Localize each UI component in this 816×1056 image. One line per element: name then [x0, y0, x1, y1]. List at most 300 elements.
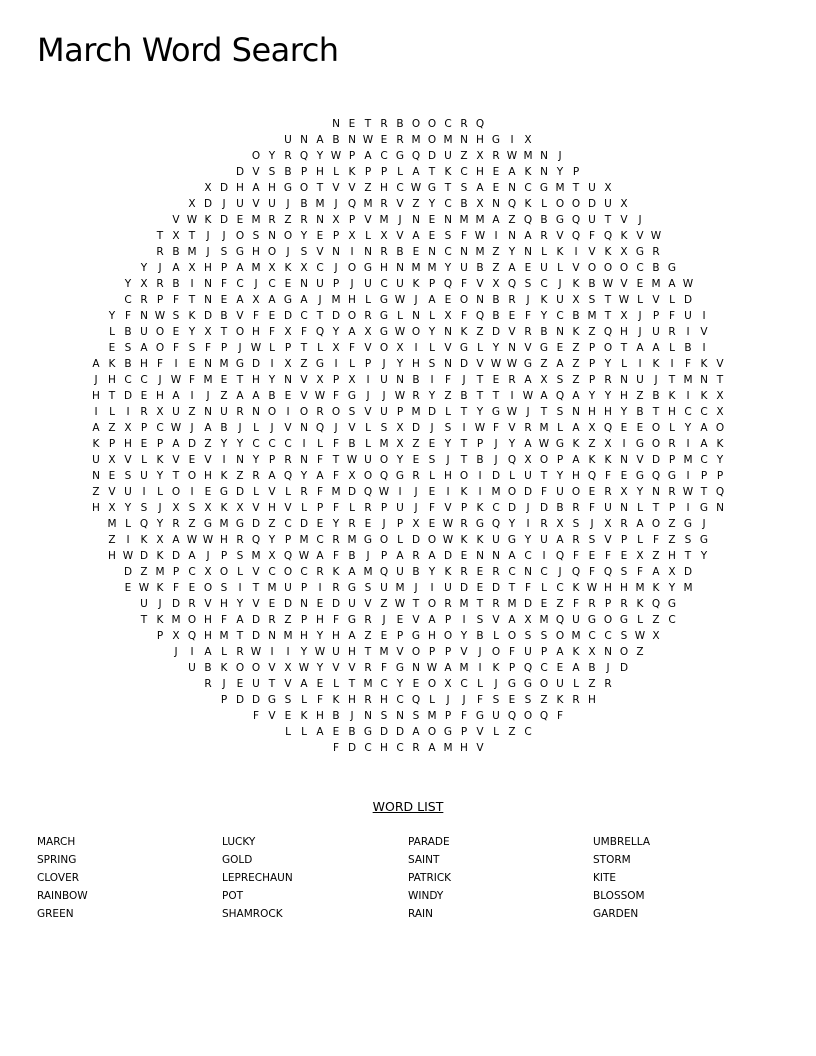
grid-letter: H: [92, 390, 100, 402]
grid-letter: J: [494, 678, 498, 690]
grid-letter: J: [478, 646, 482, 658]
grid-letter: C: [188, 566, 196, 578]
grid-letter: V: [556, 230, 564, 242]
grid-letter: W: [394, 294, 406, 306]
grid-letter: S: [252, 230, 260, 242]
grid-letter: K: [604, 454, 612, 466]
grid-letter: R: [348, 518, 356, 530]
grid-letter: G: [411, 630, 421, 642]
grid-letter: X: [140, 278, 148, 290]
grid-letter: L: [429, 694, 435, 706]
grid-letter: A: [540, 390, 548, 402]
grid-letter: Y: [124, 502, 132, 514]
grid-letter: Y: [668, 582, 676, 594]
grid-letter: G: [667, 598, 677, 610]
grid-letter: J: [638, 310, 642, 322]
grid-letter: X: [108, 454, 116, 466]
grid-letter: O: [507, 486, 517, 498]
grid-letter: Z: [108, 534, 116, 546]
grid-letter: Q: [299, 150, 309, 162]
grid-letter: I: [142, 486, 146, 498]
grid-letter: E: [428, 230, 436, 242]
grid-letter: Z: [540, 358, 548, 370]
grid-letter: Y: [332, 326, 340, 338]
grid-letter: X: [204, 182, 212, 194]
grid-letter: Z: [460, 150, 468, 162]
grid-letter: D: [235, 166, 245, 178]
grid-letter: U: [604, 502, 612, 514]
grid-letter: Z: [284, 614, 292, 626]
grid-letter: N: [492, 550, 500, 562]
grid-letter: E: [204, 486, 212, 498]
grid-letter: K: [204, 214, 212, 226]
grid-letter: T: [364, 646, 372, 658]
grid-letter: N: [300, 454, 308, 466]
grid-letter: D: [123, 566, 133, 578]
grid-letter: O: [187, 470, 197, 482]
grid-letter: P: [300, 614, 308, 626]
grid-letter: G: [699, 502, 709, 514]
grid-letter: K: [460, 486, 468, 498]
grid-letter: U: [380, 406, 388, 418]
grid-letter: N: [332, 246, 340, 258]
grid-letter: R: [572, 502, 580, 514]
grid-letter: M: [683, 454, 693, 466]
grid-letter: F: [508, 646, 516, 658]
grid-letter: V: [620, 278, 628, 290]
grid-letter: P: [572, 166, 580, 178]
grid-letter: J: [494, 454, 498, 466]
grid-letter: W: [506, 150, 518, 162]
grid-letter: F: [572, 598, 580, 610]
grid-letter: Z: [444, 390, 452, 402]
grid-letter: Y: [524, 534, 532, 546]
grid-letter: C: [252, 438, 260, 450]
word-list: [37, 835, 781, 925]
grid-letter: Z: [92, 486, 100, 498]
grid-letter: W: [410, 182, 422, 194]
grid-letter: L: [637, 294, 643, 306]
grid-letter: Y: [124, 278, 132, 290]
grid-letter: M: [363, 566, 373, 578]
grid-letter: U: [540, 262, 548, 274]
grid-letter: Z: [652, 614, 660, 626]
grid-letter: C: [668, 614, 676, 626]
grid-letter: B: [412, 374, 420, 386]
grid-letter: V: [364, 406, 372, 418]
grid-letter: X: [172, 502, 180, 514]
grid-letter: U: [604, 198, 612, 210]
grid-letter: O: [619, 262, 629, 274]
grid-letter: G: [203, 518, 213, 530]
grid-letter: G: [379, 326, 389, 338]
grid-letter: K: [348, 166, 356, 178]
grid-letter: O: [715, 422, 725, 434]
grid-letter: M: [299, 534, 309, 546]
grid-letter: H: [428, 630, 436, 642]
grid-letter: N: [396, 374, 404, 386]
grid-letter: V: [108, 486, 116, 498]
grid-letter: V: [604, 534, 612, 546]
grid-letter: W: [394, 326, 406, 338]
grid-letter: Q: [283, 550, 293, 562]
grid-letter: B: [476, 630, 484, 642]
grid-letter: S: [140, 502, 148, 514]
grid-letter: E: [140, 438, 148, 450]
grid-letter: P: [332, 278, 340, 290]
grid-letter: R: [380, 118, 388, 130]
word-item: STORM: [593, 854, 631, 866]
grid-letter: H: [316, 614, 324, 626]
grid-letter: I: [366, 374, 370, 386]
grid-letter: M: [523, 150, 533, 162]
grid-letter: T: [412, 598, 420, 610]
grid-letter: Y: [428, 198, 436, 210]
grid-letter: A: [348, 326, 356, 338]
grid-letter: X: [252, 294, 260, 306]
grid-letter: I: [686, 390, 690, 402]
grid-letter: I: [350, 246, 354, 258]
grid-letter: N: [92, 470, 100, 482]
grid-letter: Q: [363, 486, 373, 498]
grid-letter: R: [460, 118, 468, 130]
grid-letter: R: [460, 566, 468, 578]
grid-letter: T: [460, 454, 468, 466]
grid-letter: A: [172, 534, 180, 546]
grid-letter: U: [380, 582, 388, 594]
grid-letter: X: [620, 486, 628, 498]
grid-letter: N: [620, 454, 628, 466]
grid-letter: P: [588, 358, 596, 370]
grid-letter: E: [540, 598, 548, 610]
grid-letter: A: [188, 550, 196, 562]
grid-letter: P: [428, 646, 436, 658]
grid-letter: M: [683, 582, 693, 594]
grid-letter: Y: [300, 230, 308, 242]
grid-letter: J: [654, 374, 658, 386]
grid-letter: O: [459, 470, 469, 482]
grid-letter: D: [283, 598, 293, 610]
grid-letter: Y: [684, 422, 692, 434]
grid-letter: J: [414, 294, 418, 306]
grid-letter: U: [348, 598, 356, 610]
grid-letter: Q: [507, 710, 517, 722]
grid-letter: B: [220, 310, 228, 322]
grid-letter: O: [379, 534, 389, 546]
grid-letter: K: [524, 166, 532, 178]
grid-letter: F: [588, 502, 596, 514]
grid-letter: T: [604, 214, 612, 226]
grid-letter: O: [603, 342, 613, 354]
grid-letter: P: [428, 278, 436, 290]
grid-letter: B: [396, 246, 404, 258]
grid-letter: P: [268, 454, 276, 466]
grid-letter: P: [284, 342, 292, 354]
grid-letter: N: [524, 246, 532, 258]
grid-letter: H: [92, 502, 100, 514]
grid-letter: E: [636, 422, 644, 434]
grid-letter: G: [587, 614, 597, 626]
grid-letter: Q: [443, 278, 453, 290]
grid-letter: A: [204, 422, 212, 434]
grid-letter: L: [269, 342, 275, 354]
grid-letter: U: [460, 262, 468, 274]
grid-letter: X: [716, 390, 724, 402]
grid-letter: M: [587, 310, 597, 322]
grid-letter: P: [108, 438, 116, 450]
grid-letter: C: [380, 278, 388, 290]
grid-letter: R: [492, 150, 500, 162]
grid-letter: F: [684, 358, 692, 370]
grid-letter: Y: [508, 438, 516, 450]
grid-letter: F: [332, 502, 340, 514]
grid-letter: C: [396, 742, 404, 754]
grid-letter: H: [604, 406, 612, 418]
grid-letter: J: [590, 518, 594, 530]
grid-letter: J: [318, 294, 322, 306]
grid-letter: R: [604, 486, 612, 498]
grid-letter: S: [492, 694, 500, 706]
grid-letter: D: [683, 566, 693, 578]
grid-letter: X: [188, 198, 196, 210]
grid-letter: B: [492, 310, 500, 322]
grid-letter: K: [476, 502, 484, 514]
grid-letter: W: [346, 454, 358, 466]
grid-letter: A: [444, 662, 452, 674]
grid-letter: Z: [108, 422, 116, 434]
grid-letter: J: [190, 422, 194, 434]
grid-letter: X: [668, 566, 676, 578]
grid-letter: L: [125, 518, 131, 530]
grid-letter: O: [603, 262, 613, 274]
grid-letter: J: [254, 278, 258, 290]
grid-letter: L: [317, 342, 323, 354]
grid-letter: R: [140, 294, 148, 306]
grid-letter: R: [396, 134, 404, 146]
word-item: RAIN: [408, 908, 434, 920]
grid-letter: G: [347, 582, 357, 594]
grid-letter: X: [204, 326, 212, 338]
grid-letter: S: [556, 374, 564, 386]
grid-letter: F: [188, 374, 196, 386]
grid-letter: Y: [540, 310, 548, 322]
grid-letter: C: [700, 406, 708, 418]
grid-letter: I: [446, 486, 450, 498]
grid-letter: M: [427, 262, 437, 274]
grid-letter: X: [412, 518, 420, 530]
grid-letter: V: [316, 246, 324, 258]
grid-letter: L: [253, 486, 259, 498]
grid-letter: W: [394, 598, 406, 610]
grid-letter: T: [620, 342, 628, 354]
grid-letter: U: [572, 614, 580, 626]
grid-letter: C: [508, 566, 516, 578]
grid-letter: B: [332, 710, 340, 722]
grid-letter: V: [364, 598, 372, 610]
grid-letter: V: [236, 310, 244, 322]
grid-letter: U: [284, 582, 292, 594]
grid-letter: U: [524, 646, 532, 658]
grid-letter: X: [188, 262, 196, 274]
grid-letter: A: [556, 646, 564, 658]
grid-letter: N: [348, 134, 356, 146]
grid-letter: Q: [715, 486, 725, 498]
grid-letter: D: [347, 742, 357, 754]
grid-letter: B: [348, 726, 356, 738]
grid-letter: L: [397, 310, 403, 322]
grid-letter: K: [524, 198, 532, 210]
grid-letter: I: [702, 342, 706, 354]
word-item: WINDY: [408, 890, 444, 902]
grid-letter: I: [334, 358, 338, 370]
grid-letter: X: [572, 294, 580, 306]
grid-letter: A: [428, 550, 436, 562]
grid-letter: R: [268, 614, 276, 626]
grid-letter: S: [364, 582, 372, 594]
grid-letter: R: [364, 310, 372, 322]
grid-letter: V: [124, 454, 132, 466]
grid-letter: X: [284, 358, 292, 370]
grid-letter: O: [299, 182, 309, 194]
grid-letter: D: [491, 582, 501, 594]
grid-letter: L: [637, 534, 643, 546]
grid-letter: A: [172, 438, 180, 450]
grid-letter: S: [476, 614, 484, 626]
grid-letter: A: [652, 342, 660, 354]
grid-letter: Q: [379, 566, 389, 578]
grid-letter: P: [540, 646, 548, 658]
grid-letter: L: [157, 486, 163, 498]
grid-letter: W: [442, 518, 454, 530]
grid-letter: Z: [188, 406, 196, 418]
grid-letter: V: [172, 214, 180, 226]
grid-letter: B: [124, 358, 132, 370]
grid-letter: T: [252, 582, 260, 594]
grid-letter: M: [443, 742, 453, 754]
grid-letter: S: [220, 246, 228, 258]
grid-letter: X: [588, 646, 596, 658]
grid-letter: A: [524, 230, 532, 242]
grid-letter: W: [586, 582, 598, 594]
grid-letter: N: [300, 134, 308, 146]
grid-letter: J: [430, 422, 434, 434]
grid-letter: O: [347, 262, 357, 274]
grid-letter: C: [268, 566, 276, 578]
grid-letter: Y: [252, 454, 260, 466]
grid-letter: J: [334, 198, 338, 210]
grid-letter: O: [571, 198, 581, 210]
grid-letter: P: [460, 502, 468, 514]
grid-letter: F: [460, 230, 468, 242]
grid-letter: A: [268, 294, 276, 306]
grid-letter: P: [508, 662, 516, 674]
grid-letter: L: [669, 422, 675, 434]
grid-letter: X: [476, 198, 484, 210]
grid-letter: V: [204, 454, 212, 466]
grid-letter: N: [620, 374, 628, 386]
grid-letter: W: [186, 534, 198, 546]
grid-letter: S: [588, 294, 596, 306]
grid-letter: N: [204, 406, 212, 418]
grid-letter: Q: [587, 470, 597, 482]
grid-letter: Z: [412, 438, 420, 450]
grid-letter: J: [558, 566, 562, 578]
grid-letter: N: [716, 502, 724, 514]
grid-letter: M: [411, 406, 421, 418]
grid-letter: G: [507, 534, 517, 546]
grid-letter: Y: [108, 310, 116, 322]
grid-letter: T: [220, 326, 228, 338]
grid-letter: Q: [571, 566, 581, 578]
grid-letter: S: [524, 630, 532, 642]
grid-letter: O: [603, 614, 613, 626]
grid-letter: A: [556, 534, 564, 546]
grid-letter: Y: [588, 390, 596, 402]
grid-letter: R: [236, 646, 244, 658]
grid-letter: Y: [428, 566, 436, 578]
grid-letter: N: [444, 326, 452, 338]
grid-letter: V: [252, 566, 260, 578]
grid-letter: K: [540, 294, 548, 306]
grid-letter: Q: [651, 470, 661, 482]
grid-letter: N: [620, 502, 628, 514]
grid-letter: Q: [523, 214, 533, 226]
grid-letter: R: [364, 694, 372, 706]
grid-letter: G: [219, 486, 229, 498]
grid-letter: Q: [411, 694, 421, 706]
grid-letter: A: [572, 390, 580, 402]
grid-letter: O: [299, 406, 309, 418]
grid-letter: G: [363, 534, 373, 546]
grid-letter: S: [268, 166, 276, 178]
grid-letter: S: [540, 630, 548, 642]
grid-letter: I: [686, 502, 690, 514]
grid-letter: N: [300, 278, 308, 290]
grid-letter: V: [636, 454, 644, 466]
grid-letter: D: [139, 550, 149, 562]
grid-letter: K: [652, 358, 660, 370]
grid-letter: H: [236, 182, 244, 194]
grid-letter: C: [556, 582, 564, 594]
grid-letter: V: [284, 678, 292, 690]
grid-letter: L: [365, 294, 371, 306]
grid-letter: F: [332, 438, 340, 450]
grid-letter: M: [155, 566, 165, 578]
grid-letter: Y: [460, 630, 468, 642]
grid-letter: W: [250, 342, 262, 354]
grid-letter: J: [702, 518, 706, 530]
grid-letter: U: [172, 406, 180, 418]
grid-letter: K: [556, 694, 564, 706]
grid-letter: X: [652, 630, 660, 642]
grid-letter: O: [651, 422, 661, 434]
grid-letter: U: [188, 662, 196, 674]
grid-letter: Z: [508, 726, 516, 738]
grid-letter: X: [332, 342, 340, 354]
grid-letter: M: [459, 662, 469, 674]
grid-letter: R: [236, 406, 244, 418]
grid-letter: K: [492, 662, 500, 674]
grid-letter: D: [171, 550, 181, 562]
grid-letter: U: [636, 374, 644, 386]
grid-letter: Q: [539, 710, 549, 722]
grid-letter: O: [267, 406, 277, 418]
grid-letter: S: [236, 550, 244, 562]
grid-letter: N: [396, 262, 404, 274]
grid-letter: Z: [204, 438, 212, 450]
grid-letter: Y: [236, 598, 244, 610]
grid-letter: B: [172, 246, 180, 258]
